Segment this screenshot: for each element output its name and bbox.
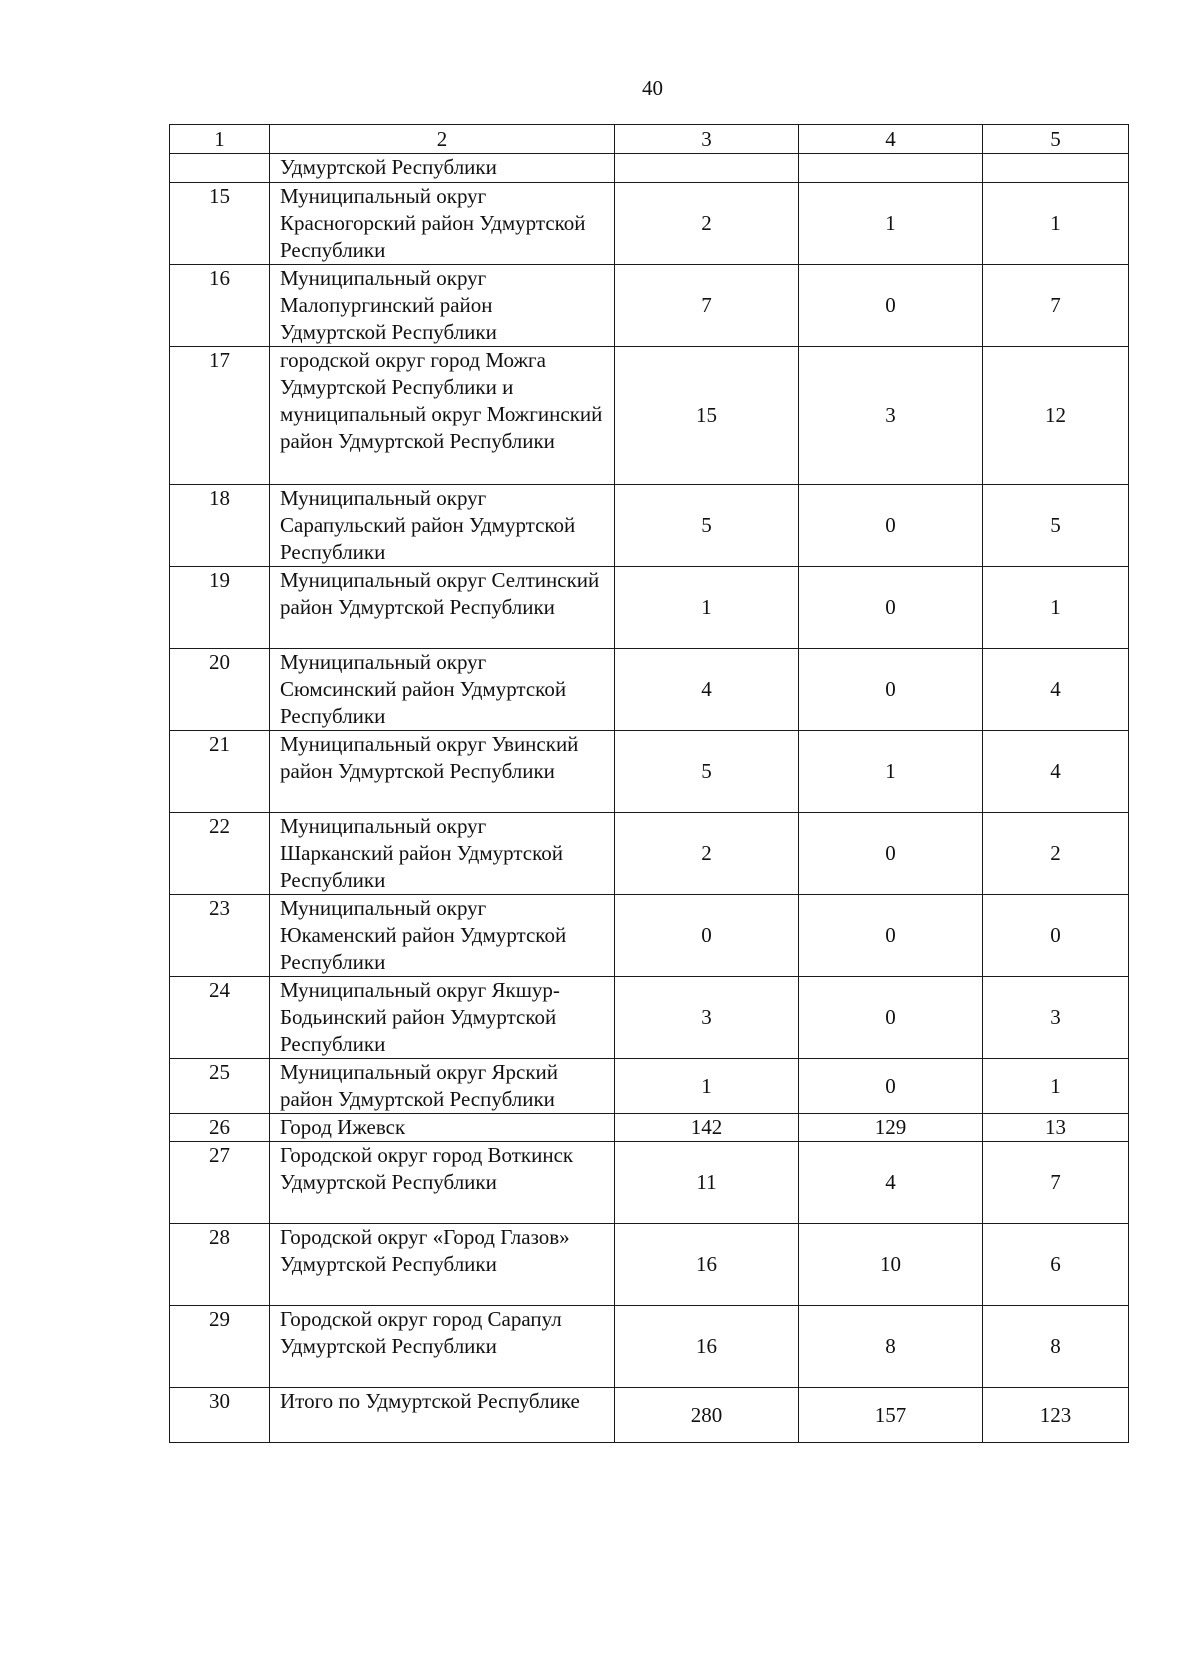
district-name: городской округ город Можга Удмуртской Республики и муниципальный округ Можгинский район Удмуртской Республики — [270, 347, 615, 485]
table-row — [170, 649, 1129, 731]
value-col-4: 129 — [799, 1114, 983, 1142]
value-col-3: 15 — [615, 347, 799, 485]
value-col-4: 0 — [799, 813, 983, 895]
value-col-3 — [615, 154, 799, 183]
value-col-3: 5 — [615, 731, 799, 813]
table-row — [170, 154, 1129, 183]
value-col-4: 4 — [799, 1142, 983, 1224]
table-row — [170, 977, 1129, 1059]
row-number: 18 — [170, 485, 270, 567]
table-row — [170, 1059, 1129, 1114]
value-col-5: 7 — [983, 1142, 1129, 1224]
row-number: 21 — [170, 731, 270, 813]
value-col-3: 4 — [615, 649, 799, 731]
value-col-5: 4 — [983, 649, 1129, 731]
value-col-4 — [799, 154, 983, 183]
table-body — [170, 154, 1129, 1443]
row-number: 28 — [170, 1224, 270, 1306]
value-col-4: 3 — [799, 347, 983, 485]
value-col-5: 1 — [983, 567, 1129, 649]
column-header-3: 3 — [615, 125, 799, 154]
value-col-3: 1 — [615, 567, 799, 649]
district-name: Городской округ город Воткинск Удмуртской Республики — [270, 1142, 615, 1224]
value-col-4: 0 — [799, 649, 983, 731]
value-col-4: 0 — [799, 895, 983, 977]
value-col-3: 7 — [615, 265, 799, 347]
value-col-4: 8 — [799, 1306, 983, 1388]
value-col-3: 11 — [615, 1142, 799, 1224]
row-number: 26 — [170, 1114, 270, 1142]
district-name: Муниципальный округ Юкаменский район Удмуртской Республики — [270, 895, 615, 977]
value-col-3: 2 — [615, 813, 799, 895]
row-number: 15 — [170, 183, 270, 265]
value-col-4: 157 — [799, 1388, 983, 1443]
value-col-5: 13 — [983, 1114, 1129, 1142]
row-number: 27 — [170, 1142, 270, 1224]
value-col-5: 7 — [983, 265, 1129, 347]
header-row — [170, 125, 1129, 154]
district-name: Муниципальный округ Ярский район Удмуртской Республики — [270, 1059, 615, 1114]
district-name: Город Ижевск — [270, 1114, 615, 1142]
district-name: Городской округ город Сарапул Удмуртской Республики — [270, 1306, 615, 1388]
table-row — [170, 1224, 1129, 1306]
page-number: 40 — [642, 76, 663, 100]
row-number: 30 — [170, 1388, 270, 1443]
row-number: 22 — [170, 813, 270, 895]
value-col-3: 16 — [615, 1306, 799, 1388]
row-number: 24 — [170, 977, 270, 1059]
value-col-5: 3 — [983, 977, 1129, 1059]
district-name: Муниципальный округ Увинский район Удмуртской Республики — [270, 731, 615, 813]
table-row — [170, 485, 1129, 567]
table-row — [170, 183, 1129, 265]
value-col-4: 0 — [799, 265, 983, 347]
row-number: 20 — [170, 649, 270, 731]
district-name: Муниципальный округ Шарканский район Удмуртской Республики — [270, 813, 615, 895]
value-col-4: 1 — [799, 731, 983, 813]
district-name: Муниципальный округ Сюмсинский район Удмуртской Республики — [270, 649, 615, 731]
district-name: Муниципальный округ Якшур-Бодьинский район Удмуртской Республики — [270, 977, 615, 1059]
table-row — [170, 1142, 1129, 1224]
table-row — [170, 813, 1129, 895]
value-col-5: 1 — [983, 183, 1129, 265]
district-name: Итого по Удмуртской Республике — [270, 1388, 615, 1443]
district-name: Муниципальный округ Красногорский район Удмуртской Республики — [270, 183, 615, 265]
value-col-5: 2 — [983, 813, 1129, 895]
table-row — [170, 1114, 1129, 1142]
row-number: 16 — [170, 265, 270, 347]
value-col-5: 0 — [983, 895, 1129, 977]
value-col-4: 0 — [799, 567, 983, 649]
column-header-4: 4 — [799, 125, 983, 154]
value-col-5 — [983, 154, 1129, 183]
table-row-total — [170, 1388, 1129, 1443]
value-col-3: 142 — [615, 1114, 799, 1142]
value-col-4: 0 — [799, 1059, 983, 1114]
district-name: Муниципальный округ Селтинский район Удмуртской Республики — [270, 567, 615, 649]
value-col-4: 1 — [799, 183, 983, 265]
value-col-5: 1 — [983, 1059, 1129, 1114]
value-col-5: 4 — [983, 731, 1129, 813]
column-header-1: 1 — [170, 125, 270, 154]
table-row — [170, 567, 1129, 649]
value-col-4: 0 — [799, 977, 983, 1059]
value-col-5: 8 — [983, 1306, 1129, 1388]
value-col-3: 3 — [615, 977, 799, 1059]
value-col-4: 0 — [799, 485, 983, 567]
row-number: 23 — [170, 895, 270, 977]
district-name: Городской округ «Город Глазов» Удмуртской Республики — [270, 1224, 615, 1306]
value-col-3: 0 — [615, 895, 799, 977]
row-number: 25 — [170, 1059, 270, 1114]
table-row — [170, 265, 1129, 347]
table-row — [170, 347, 1129, 485]
value-col-3: 5 — [615, 485, 799, 567]
value-col-4: 10 — [799, 1224, 983, 1306]
district-name: Муниципальный округ Сарапульский район Удмуртской Республики — [270, 485, 615, 567]
value-col-5: 123 — [983, 1388, 1129, 1443]
value-col-5: 5 — [983, 485, 1129, 567]
value-col-3: 16 — [615, 1224, 799, 1306]
row-number: 19 — [170, 567, 270, 649]
value-col-5: 6 — [983, 1224, 1129, 1306]
value-col-3: 280 — [615, 1388, 799, 1443]
value-col-3: 1 — [615, 1059, 799, 1114]
column-header-5: 5 — [983, 125, 1129, 154]
row-number: 29 — [170, 1306, 270, 1388]
table-row — [170, 731, 1129, 813]
row-number — [170, 154, 270, 183]
district-table — [169, 124, 1129, 1443]
value-col-5: 12 — [983, 347, 1129, 485]
district-name: Удмуртской Республики — [270, 154, 615, 183]
value-col-3: 2 — [615, 183, 799, 265]
district-name: Муниципальный округ Малопургинский район Удмуртской Республики — [270, 265, 615, 347]
row-number: 17 — [170, 347, 270, 485]
table-row — [170, 895, 1129, 977]
table-header — [170, 125, 1129, 154]
table-row — [170, 1306, 1129, 1388]
column-header-2: 2 — [270, 125, 615, 154]
